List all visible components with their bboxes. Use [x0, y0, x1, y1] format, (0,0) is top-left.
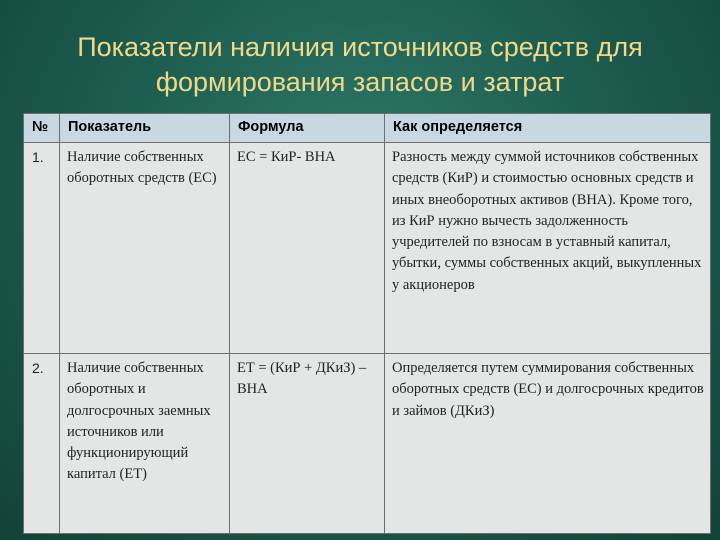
header-how: Как определяется [385, 114, 711, 143]
table-row [24, 143, 711, 354]
row-indicator: Наличие собственных оборотных и долгосрочных заемных источников или функционирующий капитал (ЕТ) [60, 354, 230, 534]
row-how: Разность между суммой источников собственных средств (КиР) и стоимостью основных средств и иных внеоборотных активов (ВНА). Кроме того, из КиР нужно вычесть задолженность учредителей по взносам в уставный капитал, убытки, суммы собственных акций, выкупленных у акционеров [385, 143, 711, 354]
slide-title-line-2: формирования запасов и затрат [155, 67, 565, 97]
header-num: № [24, 114, 60, 143]
table-row [24, 354, 711, 534]
row-number: 1. [24, 143, 60, 354]
table-header-row [24, 114, 711, 143]
header-formula: Формула [230, 114, 385, 143]
row-formula: ЕТ = (КиР + ДКиЗ) – ВНА [230, 354, 385, 534]
row-formula: ЕС = КиР- ВНА [230, 143, 385, 354]
indicators-table [23, 113, 711, 534]
slide-title [0, 30, 720, 100]
row-indicator: Наличие собственных оборотных средств (ЕС) [60, 143, 230, 354]
slide-title-line-1: Показатели наличия источников средств для [77, 32, 643, 62]
row-number: 2. [24, 354, 60, 534]
row-how: Определяется путем суммирования собственных оборотных средств (ЕС) и долгосрочных кредитов и займов (ДКиЗ) [385, 354, 711, 534]
header-indicator: Показатель [60, 114, 230, 143]
